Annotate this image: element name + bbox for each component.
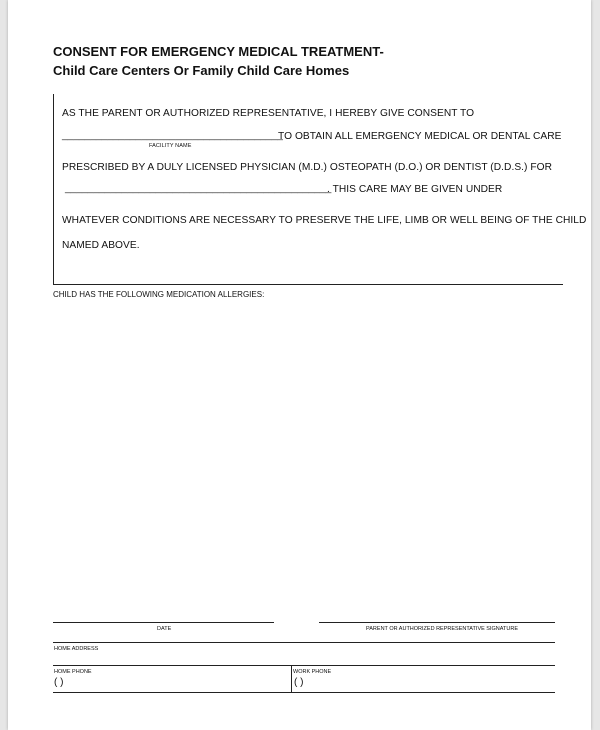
date-signature-line[interactable] [53,622,274,623]
child-name-blank[interactable]: _______________________________________________ [65,183,332,194]
phones-divider [291,665,292,692]
date-label: DATE [157,626,172,632]
home-phone-label: HOME PHONE [54,669,92,675]
consent-bottom-border [53,284,563,285]
work-phone-field[interactable]: ( ) [294,677,304,688]
parent-signature-label: PARENT OR AUTHORIZED REPRESENTATIVE SIGNATURE [366,626,518,632]
consent-line-3: PRESCRIBED BY A DULY LICENSED PHYSICIAN (M.D.) OSTEOPATH (D.O.) OR DENTIST (D.D.S.) FOR [62,162,553,173]
work-phone-label: WORK PHONE [293,669,332,675]
facility-name-label: FACILITY NAME [149,143,192,149]
consent-line-2: TO OBTAIN ALL EMERGENCY MEDICAL OR DENTAL CARE [278,131,562,142]
document-page [8,0,591,730]
document-subtitle: Child Care Centers Or Family Child Care Homes [53,63,350,78]
document-title: CONSENT FOR EMERGENCY MEDICAL TREATMENT- [53,44,384,59]
home-phone-field[interactable]: ( ) [54,677,64,688]
phones-top-line [53,665,555,666]
consent-line-4: . THIS CARE MAY BE GIVEN UNDER [327,184,503,195]
home-address-label: HOME ADDRESS [54,646,99,652]
consent-left-border [53,94,54,284]
consent-line-6: NAMED ABOVE. [62,240,140,251]
home-address-top-line [53,642,555,643]
allergies-label: CHILD HAS THE FOLLOWING MEDICATION ALLERGIES: [53,290,265,299]
consent-line-1: AS THE PARENT OR AUTHORIZED REPRESENTATIVE, I HEREBY GIVE CONSENT TO [62,108,475,119]
facility-name-blank[interactable]: _______________________________________ [62,130,283,141]
consent-line-5: WHATEVER CONDITIONS ARE NECESSARY TO PRESERVE THE LIFE, LIMB OR WELL BEING OF THE CHILD [62,215,587,226]
phones-bottom-line [53,692,555,693]
parent-signature-line[interactable] [319,622,555,623]
